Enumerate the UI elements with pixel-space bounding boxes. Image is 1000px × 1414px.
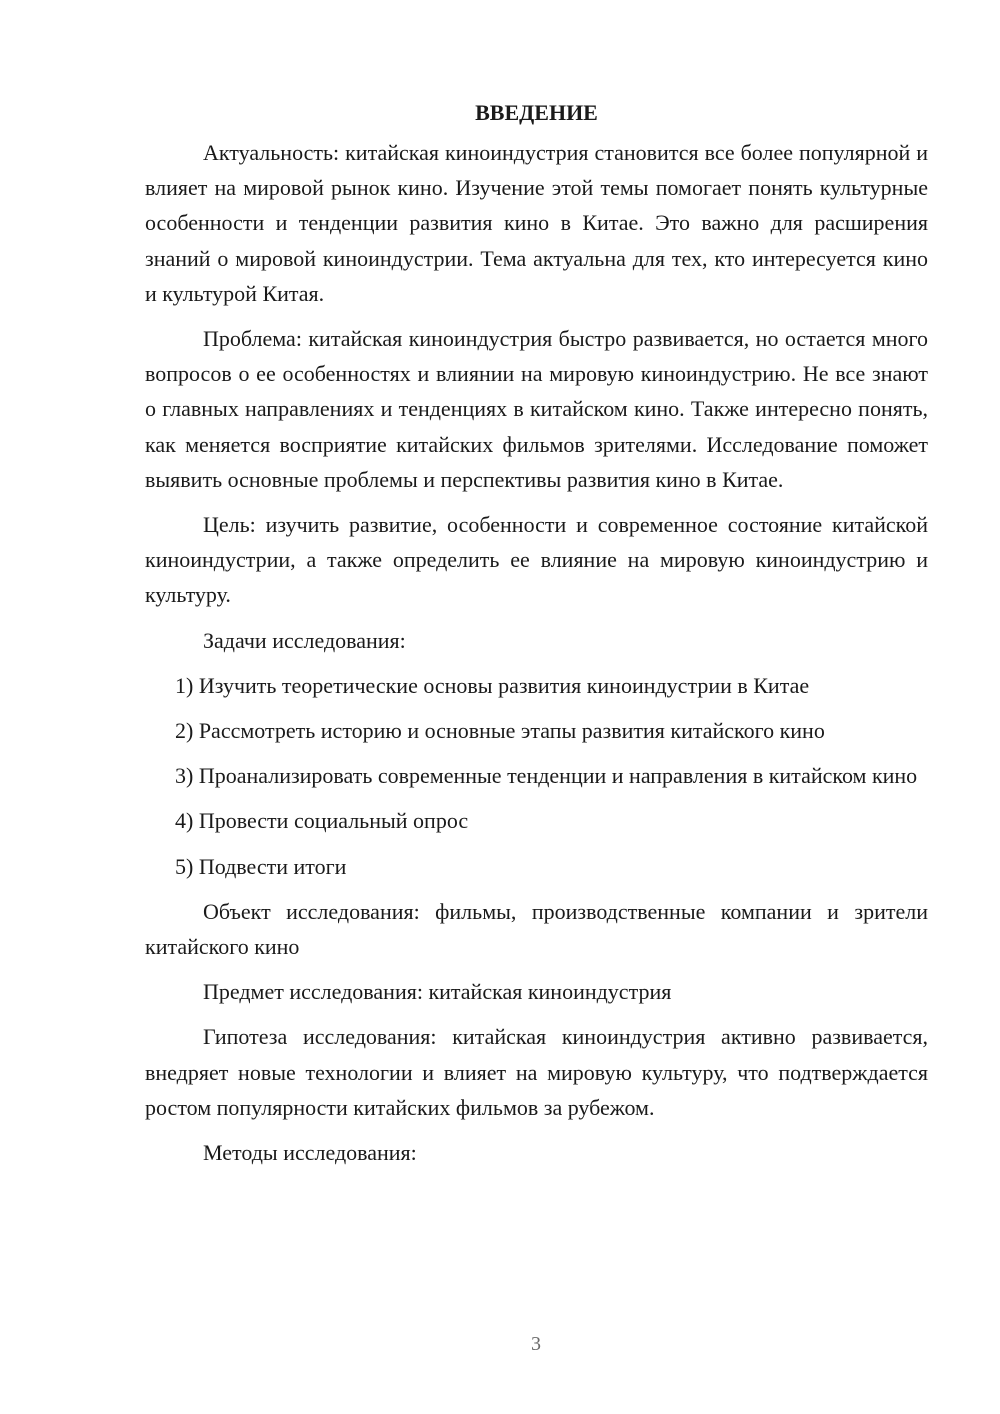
problem-paragraph: Проблема: китайская киноиндустрия быстро развивается, но остается много вопросов о ее особенностях и влиянии на мировую киноиндустрию. Не все знают о главных направлениях и тенденциях в китайском кино. Также интересно понять, как меняется восприятие китайских фильмов зрителями. Исследование поможет выявить основные проблемы и перспективы развития кино в Китае. bbox=[145, 326, 928, 492]
tasks-list bbox=[145, 668, 928, 884]
object-paragraph: Объект исследования: фильмы, производственные компании и зрители китайского кино bbox=[145, 898, 928, 960]
document-page bbox=[145, 95, 928, 1180]
task-item-3: 3) Проанализировать современные тенденции и направления в китайском кино bbox=[175, 763, 918, 789]
task-item-2: 2) Рассмотреть историю и основные этапы развития китайского кино bbox=[175, 718, 825, 744]
relevance-paragraph: Актуальность: китайская киноиндустрия становится все более популярной и влияет на мировой рынок кино. Изучение этой темы помогает понять культурные особенности и тенденции развития кино в Китае. Это важно для расширения знаний о мировой киноиндустрии. Тема актуальна для тех, кто интересуется кино и культурой Китая. bbox=[145, 140, 928, 306]
task-item-4: 4) Провести социальный опрос bbox=[175, 808, 469, 834]
task-item-5: 5) Подвести итоги bbox=[175, 853, 347, 879]
methods-title: Методы исследования: bbox=[203, 1140, 417, 1166]
subject-paragraph: Предмет исследования: китайская киноиндустрия bbox=[203, 979, 672, 1005]
page-title: ВВЕДЕНИЕ bbox=[475, 100, 598, 125]
hypothesis-paragraph: Гипотеза исследования: китайская киноиндустрия активно развивается, внедряет новые технологии и влияет на мировую культуру, что подтверждается ростом популярности китайских фильмов за рубежом. bbox=[145, 1024, 928, 1120]
tasks-title: Задачи исследования: bbox=[203, 627, 406, 653]
goal-paragraph: Цель: изучить развитие, особенности и современное состояние китайской киноиндустрии, а также определить ее влияние на мировую киноиндустрию и культуру. bbox=[145, 512, 928, 608]
page-number: 3 bbox=[531, 1333, 541, 1355]
task-item-1: 1) Изучить теоретические основы развития киноиндустрии в Китае bbox=[175, 672, 810, 698]
